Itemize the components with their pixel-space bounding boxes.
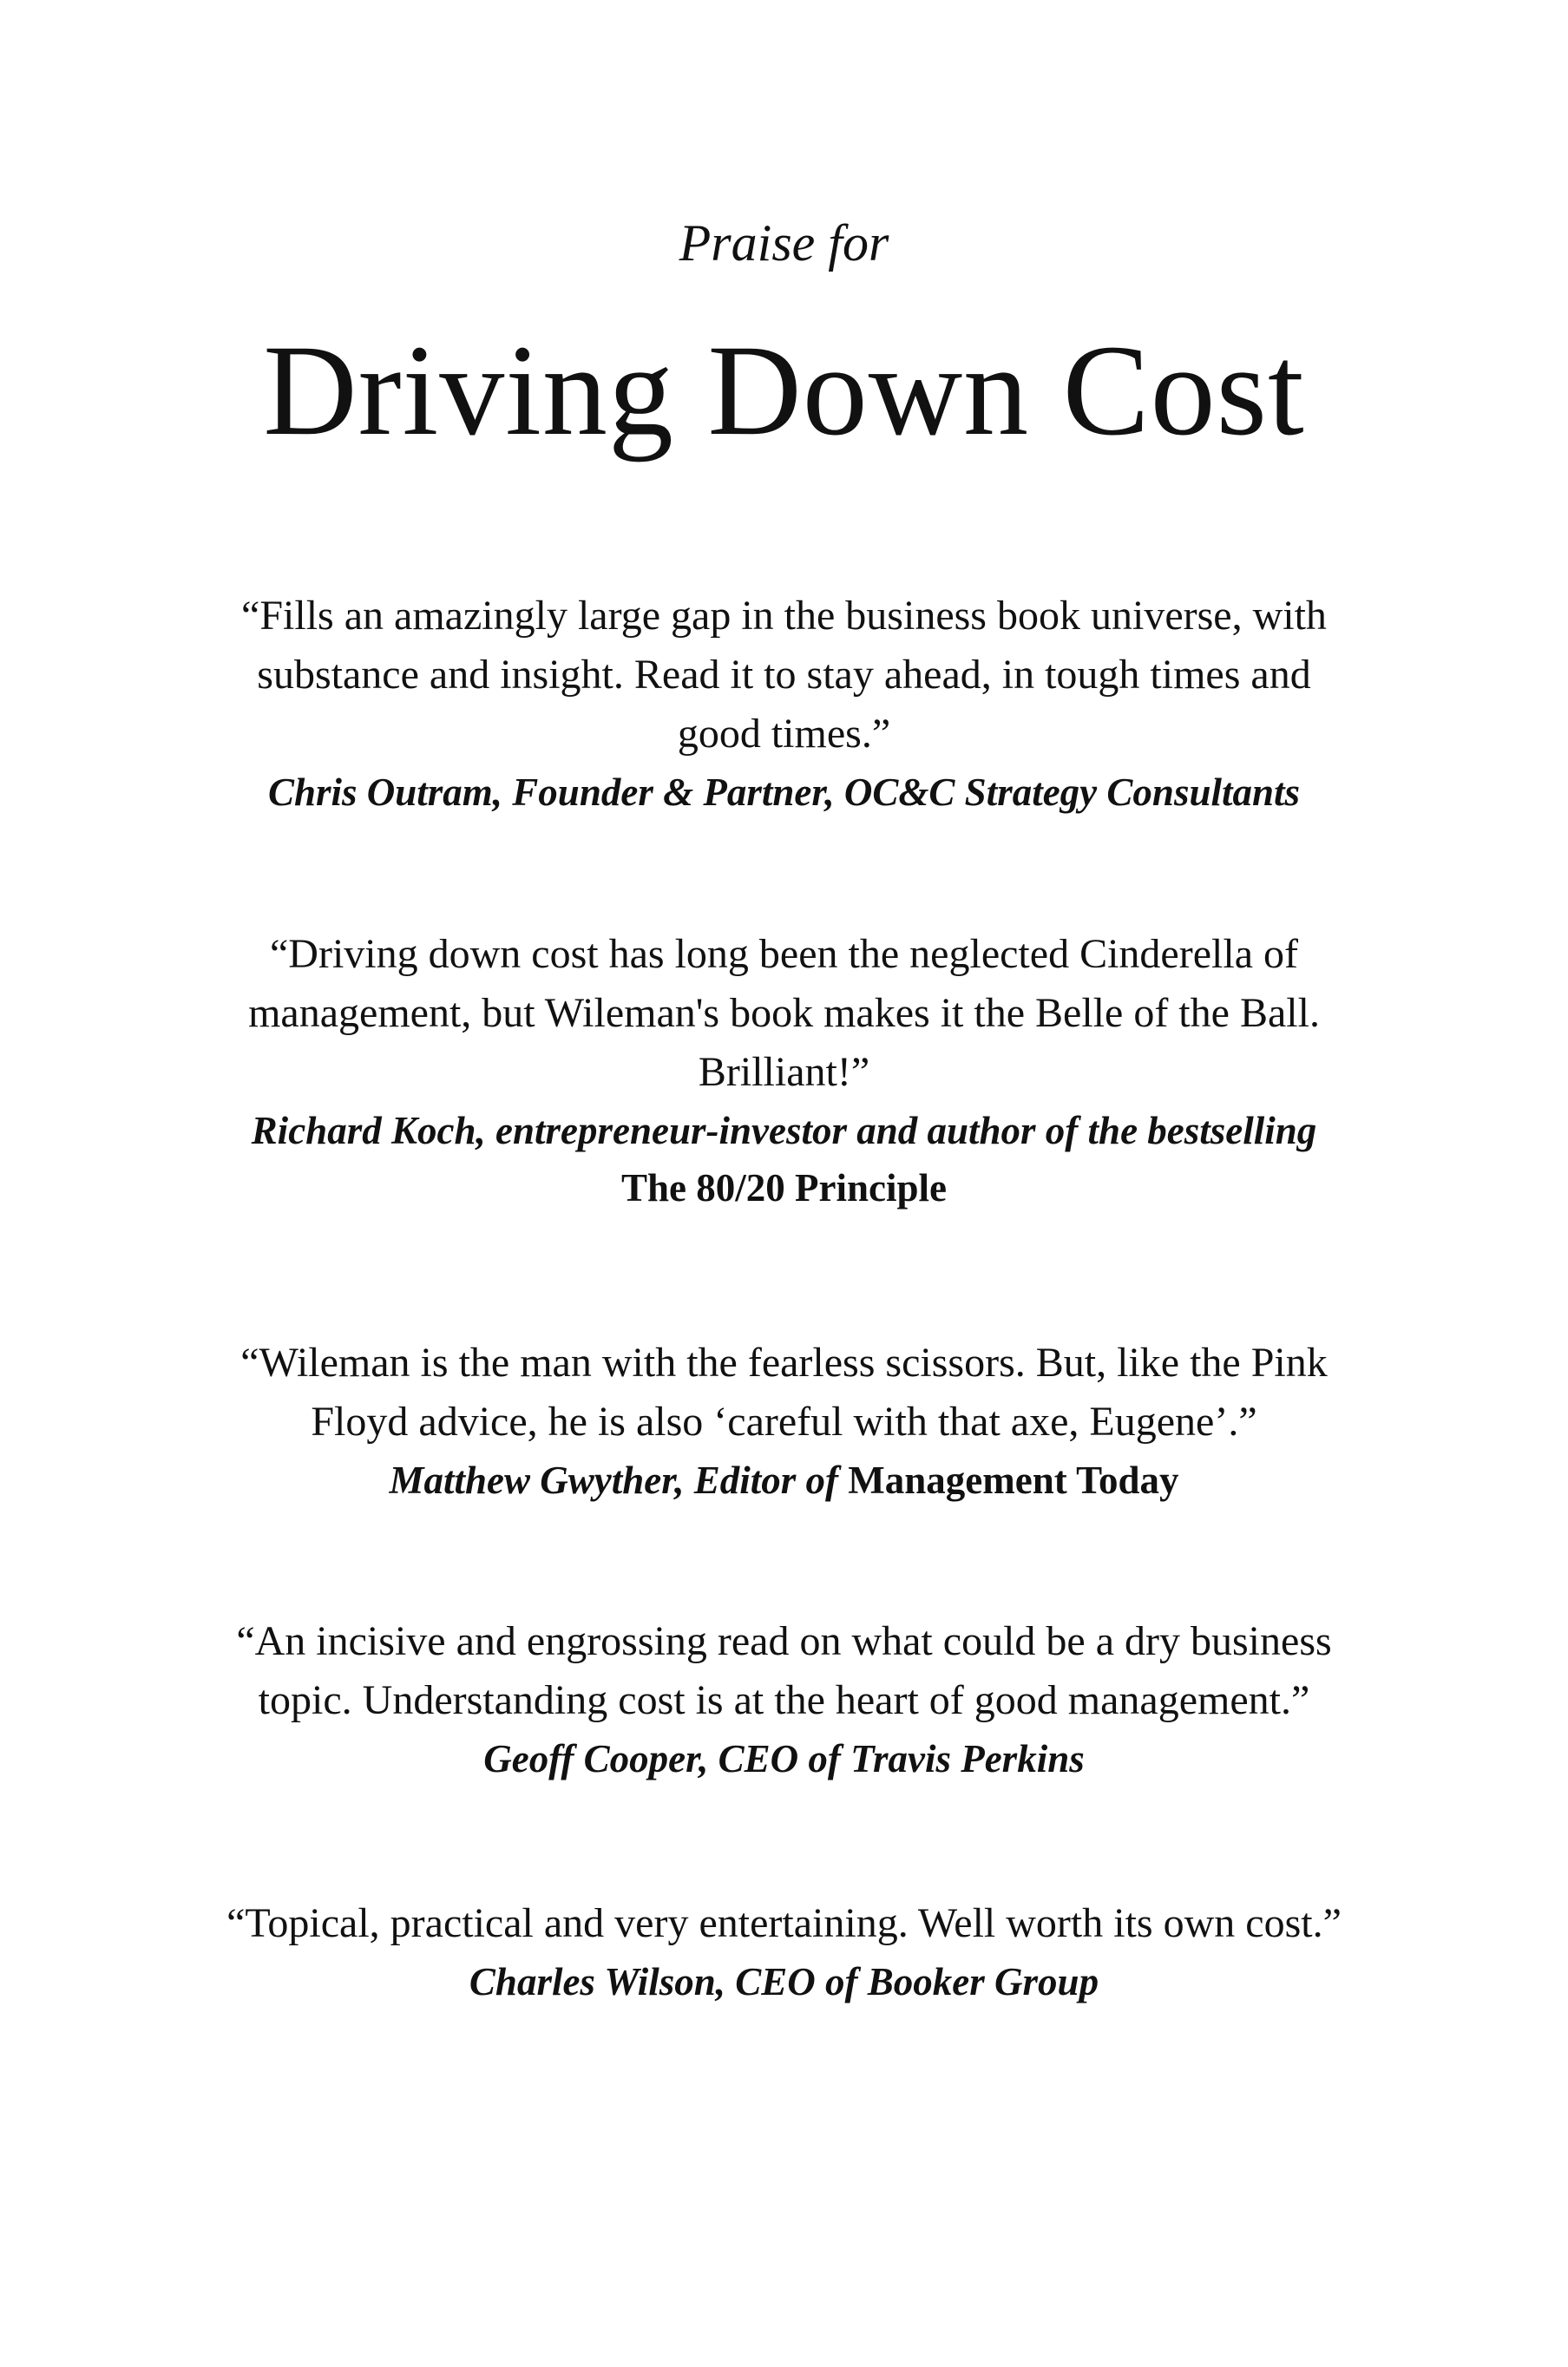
blurb-quote — [174, 587, 1394, 764]
blurb-quote — [174, 1894, 1394, 1953]
blurb-charles-wilson — [174, 1894, 1394, 2010]
blurb-attribution — [174, 1953, 1394, 2010]
quote-line: management, but Wileman's book makes it the Belle of the Ball. — [248, 990, 1320, 1036]
attribution-text: Charles Wilson, CEO of Booker Group — [469, 1960, 1099, 2003]
quote-line: “Wileman is the man with the fearless scissors. But, like the Pink — [240, 1340, 1328, 1386]
blurb-matthew-gwyther — [174, 1334, 1394, 1509]
quote-line: “Topical, practical and very entertaining. Well worth its own cost.” — [226, 1900, 1342, 1946]
quote-line: Floyd advice, he is also ‘careful with that axe, Eugene’.” — [311, 1399, 1257, 1445]
attribution-book-title: The 80/20 Principle — [621, 1166, 947, 1210]
quote-line: topic. Understanding cost is at the heart of good management.” — [258, 1677, 1310, 1723]
blurb-quote — [174, 925, 1394, 1102]
blurb-attribution — [174, 1102, 1394, 1216]
quote-line: “Driving down cost has long been the neglected Cinderella of — [270, 931, 1298, 977]
blurb-chris-outram — [174, 587, 1394, 821]
blurb-attribution — [174, 1452, 1394, 1509]
quote-line: good times.” — [677, 711, 891, 757]
attribution-text: Richard Koch, entrepreneur-investor and author of the bestselling — [251, 1109, 1317, 1152]
attribution-text: Chris Outram, Founder & Partner, OC&C Strategy Consultants — [267, 770, 1301, 814]
book-title: Driving Down Cost — [263, 318, 1305, 462]
blurb-attribution — [174, 764, 1394, 821]
blurb-attribution — [174, 1730, 1394, 1787]
quote-line: substance and insight. Read it to stay ahead, in tough times and — [257, 652, 1311, 698]
blurb-geoff-cooper — [174, 1612, 1394, 1787]
quote-line: “Fills an amazingly large gap in the business book universe, with — [241, 593, 1327, 639]
quote-line: Brilliant!” — [698, 1049, 870, 1095]
attribution-text: Matthew Gwyther, Editor of — [389, 1459, 839, 1502]
quote-line: “An incisive and engrossing read on what could be a dry business — [236, 1618, 1332, 1664]
attribution-book-title: Management Today — [848, 1459, 1179, 1502]
praise-for-kicker: Praise for — [679, 214, 889, 272]
blurb-richard-koch — [174, 925, 1394, 1216]
blurb-quote — [174, 1334, 1394, 1452]
attribution-text: Geoff Cooper, CEO of Travis Perkins — [483, 1737, 1085, 1780]
blurb-quote — [174, 1612, 1394, 1730]
